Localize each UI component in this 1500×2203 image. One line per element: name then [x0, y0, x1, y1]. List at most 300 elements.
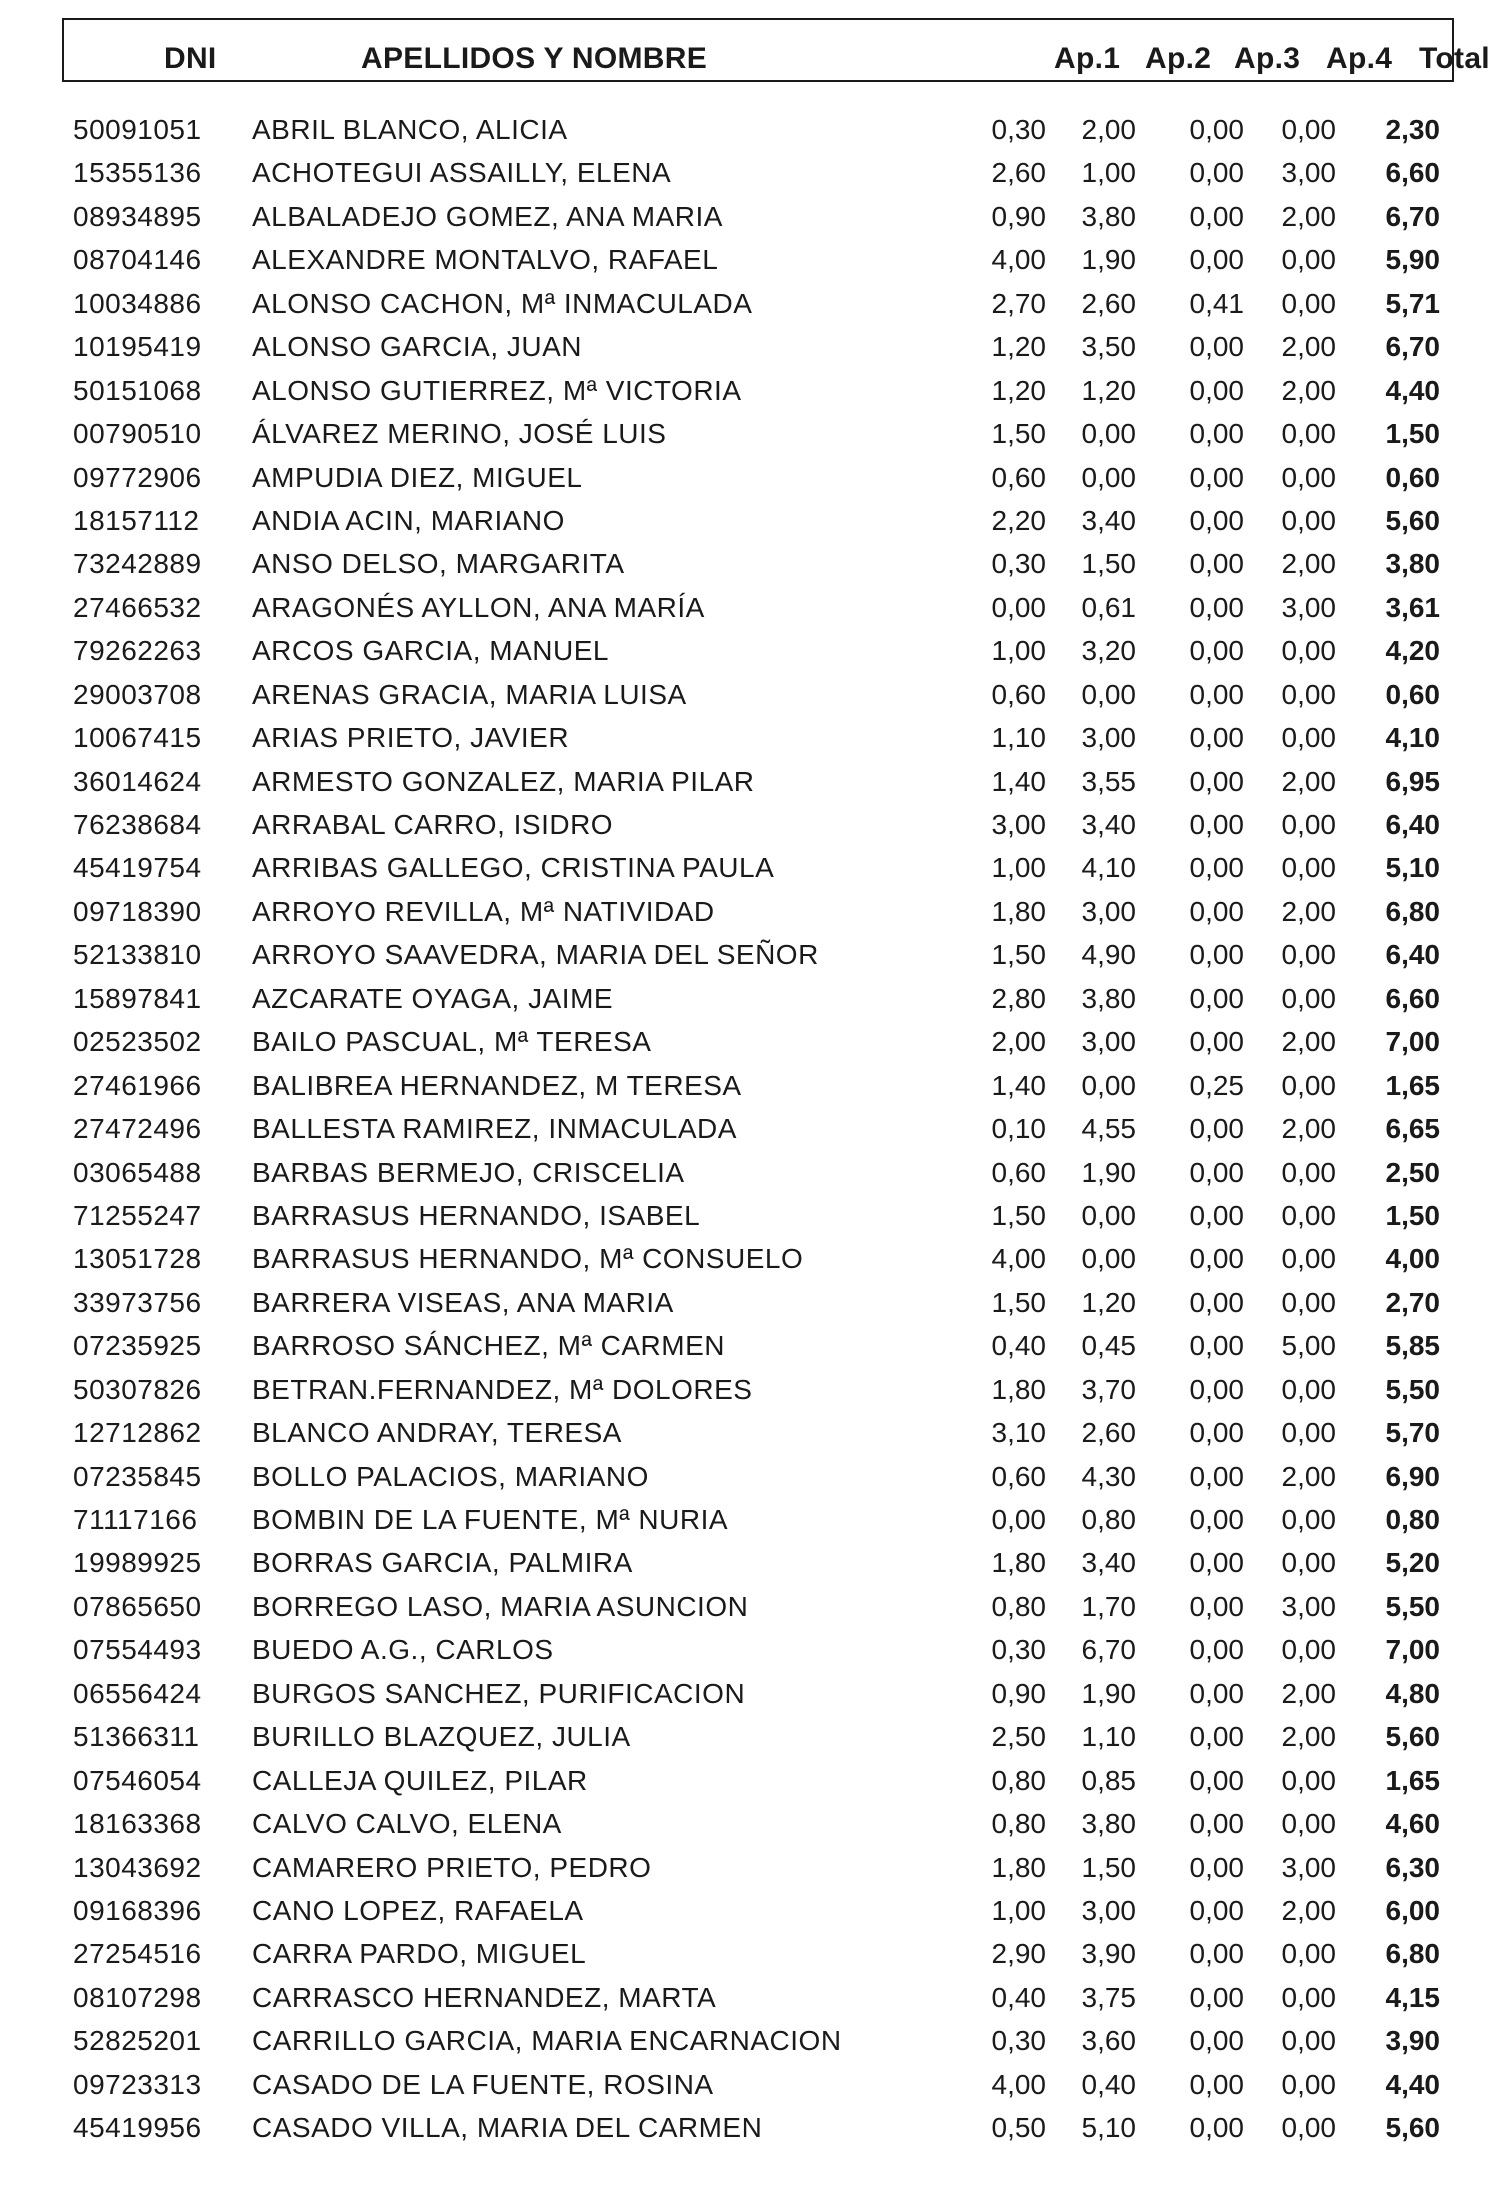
cell-ap3: 0,00 — [1189, 1243, 1244, 1275]
cell-name: ALBALADEJO GOMEZ, ANA MARIA — [252, 200, 723, 232]
cell-ap3: 0,00 — [1189, 1721, 1244, 1753]
table-header — [62, 18, 1490, 82]
cell-ap4: 0,00 — [1281, 504, 1336, 536]
table-row — [0, 412, 1500, 455]
cell-ap4: 2,00 — [1281, 200, 1336, 232]
cell-dni: 27254516 — [73, 1938, 202, 1970]
cell-ap1: 0,40 — [991, 1330, 1046, 1362]
cell-name: ARCOS GARCIA, MANUEL — [252, 635, 609, 667]
cell-ap2: 0,40 — [1081, 2068, 1136, 2100]
cell-ap1: 2,70 — [991, 287, 1046, 319]
cell-ap4: 2,00 — [1281, 1460, 1336, 1492]
cell-ap4: 0,00 — [1281, 2068, 1336, 2100]
cell-total: 4,60 — [1385, 1808, 1440, 1840]
cell-ap3: 0,00 — [1189, 157, 1244, 189]
table-row — [0, 1498, 1500, 1541]
cell-ap3: 0,00 — [1189, 1634, 1244, 1666]
header-name: APELLIDOS Y NOMBRE — [361, 42, 708, 75]
cell-ap1: 1,20 — [991, 374, 1046, 406]
cell-dni: 07865650 — [73, 1590, 202, 1622]
cell-dni: 36014624 — [73, 765, 202, 797]
cell-total: 4,80 — [1385, 1677, 1440, 1709]
cell-ap4: 2,00 — [1281, 548, 1336, 580]
cell-total: 0,60 — [1385, 678, 1440, 710]
cell-ap4: 0,00 — [1281, 1634, 1336, 1666]
cell-ap4: 0,00 — [1281, 635, 1336, 667]
cell-ap3: 0,00 — [1189, 852, 1244, 884]
cell-dni: 50307826 — [73, 1373, 202, 1405]
table-row — [0, 1281, 1500, 1324]
cell-total: 6,90 — [1385, 1460, 1440, 1492]
cell-ap1: 0,50 — [991, 2112, 1046, 2144]
table-row — [0, 108, 1500, 151]
cell-ap1: 0,10 — [991, 1113, 1046, 1145]
cell-name: BORREGO LASO, MARIA ASUNCION — [252, 1590, 749, 1622]
cell-dni: 10195419 — [73, 331, 202, 363]
cell-ap2: 4,55 — [1081, 1113, 1136, 1145]
cell-ap1: 2,00 — [991, 1026, 1046, 1058]
table-row — [0, 933, 1500, 976]
cell-ap2: 3,80 — [1081, 1808, 1136, 1840]
cell-ap3: 0,00 — [1189, 1677, 1244, 1709]
cell-total: 3,90 — [1385, 2025, 1440, 2057]
cell-dni: 02523502 — [73, 1026, 202, 1058]
cell-ap2: 3,90 — [1081, 1938, 1136, 1970]
cell-name: ACHOTEGUI ASSAILLY, ELENA — [252, 157, 672, 189]
cell-ap2: 4,30 — [1081, 1460, 1136, 1492]
table-row — [0, 1151, 1500, 1194]
cell-dni: 18163368 — [73, 1808, 202, 1840]
cell-dni: 79262263 — [73, 635, 202, 667]
table-row — [0, 1628, 1500, 1671]
cell-dni: 27466532 — [73, 591, 202, 623]
cell-ap3: 0,41 — [1189, 287, 1244, 319]
cell-ap1: 0,80 — [991, 1590, 1046, 1622]
cell-ap2: 0,00 — [1081, 678, 1136, 710]
cell-ap1: 0,40 — [991, 1981, 1046, 2013]
cell-ap3: 0,00 — [1189, 418, 1244, 450]
cell-ap3: 0,00 — [1189, 1981, 1244, 2013]
table-row — [0, 977, 1500, 1020]
cell-total: 6,80 — [1385, 895, 1440, 927]
cell-ap2: 1,20 — [1081, 1286, 1136, 1318]
cell-ap1: 0,80 — [991, 1764, 1046, 1796]
cell-ap2: 0,61 — [1081, 591, 1136, 623]
cell-ap3: 0,00 — [1189, 1547, 1244, 1579]
cell-total: 6,30 — [1385, 1851, 1440, 1883]
cell-name: ALEXANDRE MONTALVO, RAFAEL — [252, 244, 719, 276]
cell-ap2: 3,80 — [1081, 200, 1136, 232]
cell-ap4: 2,00 — [1281, 1721, 1336, 1753]
cell-dni: 09168396 — [73, 1894, 202, 1926]
cell-ap3: 0,00 — [1189, 200, 1244, 232]
cell-total: 2,50 — [1385, 1156, 1440, 1188]
cell-total: 6,70 — [1385, 331, 1440, 363]
cell-total: 6,70 — [1385, 200, 1440, 232]
cell-name: BOMBIN DE LA FUENTE, Mª NURIA — [252, 1504, 729, 1535]
cell-ap2: 1,90 — [1081, 1156, 1136, 1188]
cell-ap2: 4,90 — [1081, 939, 1136, 971]
cell-name: BORRAS GARCIA, PALMIRA — [252, 1547, 633, 1579]
cell-ap4: 0,00 — [1281, 244, 1336, 276]
cell-ap1: 1,50 — [991, 1199, 1046, 1231]
cell-name: ARIAS PRIETO, JAVIER — [252, 722, 570, 754]
cell-total: 5,20 — [1385, 1547, 1440, 1579]
cell-ap4: 0,00 — [1281, 1417, 1336, 1449]
cell-name: AMPUDIA DIEZ, MIGUEL — [252, 461, 583, 493]
cell-ap3: 0,00 — [1189, 1330, 1244, 1362]
cell-total: 3,61 — [1385, 591, 1440, 623]
cell-name: CASADO DE LA FUENTE, ROSINA — [252, 2068, 714, 2100]
cell-name: CARRILLO GARCIA, MARIA ENCARNACION — [252, 2025, 842, 2057]
cell-ap2: 3,55 — [1081, 765, 1136, 797]
cell-ap4: 2,00 — [1281, 1113, 1336, 1145]
cell-ap1: 2,50 — [991, 1721, 1046, 1753]
cell-ap3: 0,00 — [1189, 114, 1244, 145]
table-row — [0, 282, 1500, 325]
cell-ap1: 1,00 — [991, 1894, 1046, 1926]
cell-ap3: 0,00 — [1189, 1026, 1244, 1058]
table-row — [0, 325, 1500, 368]
cell-ap4: 0,00 — [1281, 852, 1336, 884]
cell-name: BURGOS SANCHEZ, PURIFICACION — [252, 1677, 746, 1709]
table-row — [0, 586, 1500, 629]
cell-name: CARRASCO HERNANDEZ, MARTA — [252, 1981, 717, 2013]
cell-ap4: 0,00 — [1281, 678, 1336, 710]
cell-ap3: 0,00 — [1189, 1894, 1244, 1926]
cell-total: 6,65 — [1385, 1113, 1440, 1145]
cell-ap1: 1,80 — [991, 895, 1046, 927]
cell-ap4: 0,00 — [1281, 982, 1336, 1014]
cell-ap4: 0,00 — [1281, 1547, 1336, 1579]
cell-dni: 76238684 — [73, 809, 202, 840]
cell-name: ALONSO GUTIERREZ, Mª VICTORIA — [252, 374, 742, 406]
cell-name: BARBAS BERMEJO, CRISCELIA — [252, 1156, 685, 1188]
table-row — [0, 1976, 1500, 2019]
cell-ap2: 0,00 — [1081, 461, 1136, 493]
cell-ap3: 0,00 — [1189, 1504, 1244, 1535]
cell-name: ARMESTO GONZALEZ, MARIA PILAR — [252, 765, 755, 797]
cell-ap1: 3,10 — [991, 1417, 1046, 1449]
cell-ap1: 3,00 — [991, 809, 1046, 840]
cell-dni: 10067415 — [73, 722, 202, 754]
cell-ap1: 0,60 — [991, 678, 1046, 710]
cell-ap2: 1,90 — [1081, 1677, 1136, 1709]
cell-ap1: 0,30 — [991, 2025, 1046, 2057]
table-row — [0, 1672, 1500, 1715]
cell-ap2: 3,00 — [1081, 1026, 1136, 1058]
cell-ap1: 0,00 — [991, 1504, 1046, 1535]
cell-total: 7,00 — [1385, 1026, 1440, 1058]
cell-ap3: 0,00 — [1189, 591, 1244, 623]
cell-ap2: 5,10 — [1081, 2112, 1136, 2144]
cell-total: 6,95 — [1385, 765, 1440, 797]
cell-ap1: 0,90 — [991, 200, 1046, 232]
header-ap2: Ap.2 — [1145, 42, 1212, 75]
cell-dni: 08704146 — [73, 244, 202, 276]
cell-ap2: 2,00 — [1081, 114, 1136, 145]
cell-ap2: 1,10 — [1081, 1721, 1136, 1753]
table-row — [0, 803, 1500, 846]
cell-total: 4,20 — [1385, 635, 1440, 667]
cell-ap4: 5,00 — [1281, 1330, 1336, 1362]
cell-name: BAILO PASCUAL, Mª TERESA — [252, 1026, 652, 1058]
cell-ap4: 0,00 — [1281, 809, 1336, 840]
cell-total: 2,30 — [1385, 114, 1440, 145]
cell-name: AZCARATE OYAGA, JAIME — [252, 982, 614, 1014]
cell-dni: 09723313 — [73, 2068, 202, 2100]
cell-dni: 10034886 — [73, 287, 202, 319]
cell-ap3: 0,00 — [1189, 765, 1244, 797]
cell-ap3: 0,00 — [1189, 1808, 1244, 1840]
cell-ap2: 0,00 — [1081, 1199, 1136, 1231]
cell-ap1: 1,80 — [991, 1851, 1046, 1883]
cell-ap2: 3,75 — [1081, 1981, 1136, 2013]
cell-ap2: 2,60 — [1081, 1417, 1136, 1449]
cell-ap1: 1,80 — [991, 1547, 1046, 1579]
cell-total: 6,40 — [1385, 939, 1440, 971]
cell-total: 5,60 — [1385, 1721, 1440, 1753]
table-body — [0, 108, 1500, 2150]
cell-total: 5,50 — [1385, 1373, 1440, 1405]
cell-ap1: 0,30 — [991, 114, 1046, 145]
table-row — [0, 1585, 1500, 1628]
cell-ap3: 0,00 — [1189, 722, 1244, 754]
cell-total: 6,60 — [1385, 982, 1440, 1014]
table-row — [0, 369, 1500, 412]
cell-ap1: 2,90 — [991, 1938, 1046, 1970]
cell-name: BURILLO BLAZQUEZ, JULIA — [252, 1721, 631, 1753]
cell-ap3: 0,00 — [1189, 982, 1244, 1014]
table-row — [0, 238, 1500, 281]
cell-total: 4,40 — [1385, 374, 1440, 406]
cell-ap4: 0,00 — [1281, 2112, 1336, 2144]
cell-dni: 07554493 — [73, 1634, 202, 1666]
cell-dni: 09718390 — [73, 895, 202, 927]
cell-ap1: 1,80 — [991, 1373, 1046, 1405]
cell-total: 6,80 — [1385, 1938, 1440, 1970]
cell-ap1: 2,80 — [991, 982, 1046, 1014]
table-row — [0, 890, 1500, 933]
cell-ap4: 0,00 — [1281, 1938, 1336, 1970]
cell-ap2: 3,40 — [1081, 504, 1136, 536]
cell-ap4: 0,00 — [1281, 114, 1336, 145]
cell-ap1: 1,40 — [991, 1069, 1046, 1101]
cell-total: 1,65 — [1385, 1069, 1440, 1101]
cell-dni: 18157112 — [73, 504, 200, 536]
cell-dni: 52133810 — [73, 939, 202, 971]
cell-total: 4,00 — [1385, 1243, 1440, 1275]
cell-ap2: 0,00 — [1081, 1243, 1136, 1275]
header-ap1: Ap.1 — [1054, 42, 1121, 75]
cell-ap2: 0,80 — [1081, 1504, 1136, 1535]
cell-ap3: 0,00 — [1189, 1156, 1244, 1188]
cell-name: ALONSO CACHON, Mª INMACULADA — [252, 287, 753, 319]
cell-ap3: 0,00 — [1189, 1417, 1244, 1449]
cell-dni: 15897841 — [73, 982, 202, 1014]
cell-ap2: 3,50 — [1081, 331, 1136, 363]
cell-ap4: 0,00 — [1281, 1808, 1336, 1840]
cell-dni: 51366311 — [73, 1721, 200, 1753]
cell-total: 5,90 — [1385, 244, 1440, 276]
cell-name: BUEDO A.G., CARLOS — [252, 1634, 554, 1666]
cell-ap4: 3,00 — [1281, 591, 1336, 623]
cell-ap4: 0,00 — [1281, 418, 1336, 450]
table-row — [0, 1759, 1500, 1802]
cell-ap4: 2,00 — [1281, 1677, 1336, 1709]
cell-total: 5,70 — [1385, 1417, 1440, 1449]
cell-ap3: 0,00 — [1189, 1764, 1244, 1796]
cell-ap1: 0,30 — [991, 1634, 1046, 1666]
cell-ap1: 4,00 — [991, 244, 1046, 276]
table-row — [0, 1064, 1500, 1107]
cell-name: ARRABAL CARRO, ISIDRO — [252, 809, 614, 840]
cell-ap2: 6,70 — [1081, 1634, 1136, 1666]
cell-ap2: 3,40 — [1081, 1547, 1136, 1579]
cell-ap3: 0,00 — [1189, 1373, 1244, 1405]
table-row — [0, 1237, 1500, 1280]
cell-dni: 45419754 — [73, 852, 202, 884]
cell-name: CALVO CALVO, ELENA — [252, 1808, 562, 1840]
cell-ap4: 0,00 — [1281, 1069, 1336, 1101]
cell-total: 1,65 — [1385, 1764, 1440, 1796]
cell-ap4: 2,00 — [1281, 331, 1336, 363]
cell-dni: 71255247 — [73, 1199, 202, 1231]
table-row — [0, 1455, 1500, 1498]
cell-name: CASADO VILLA, MARIA DEL CARMEN — [252, 2112, 763, 2144]
cell-name: BARROSO SÁNCHEZ, Mª CARMEN — [252, 1330, 725, 1362]
cell-dni: 50151068 — [73, 374, 202, 406]
cell-ap3: 0,00 — [1189, 678, 1244, 710]
cell-name: CALLEJA QUILEZ, PILAR — [252, 1764, 588, 1796]
cell-ap1: 0,00 — [991, 591, 1046, 623]
cell-dni: 19989925 — [73, 1547, 202, 1579]
cell-dni: 29003708 — [73, 678, 202, 710]
cell-ap1: 1,10 — [991, 722, 1046, 754]
cell-ap4: 3,00 — [1281, 157, 1336, 189]
cell-name: ARENAS GRACIA, MARIA LUISA — [252, 678, 687, 710]
cell-ap4: 0,00 — [1281, 1286, 1336, 1318]
cell-ap4: 0,00 — [1281, 2025, 1336, 2057]
cell-ap1: 1,50 — [991, 418, 1046, 450]
cell-ap4: 0,00 — [1281, 1373, 1336, 1405]
cell-ap2: 1,90 — [1081, 244, 1136, 276]
cell-ap3: 0,00 — [1189, 548, 1244, 580]
cell-name: BALLESTA RAMIREZ, INMACULADA — [252, 1113, 737, 1145]
table-row — [0, 456, 1500, 499]
header-ap3: Ap.3 — [1234, 42, 1301, 75]
cell-ap2: 3,00 — [1081, 1894, 1136, 1926]
cell-ap1: 1,50 — [991, 939, 1046, 971]
cell-ap2: 3,20 — [1081, 635, 1136, 667]
cell-total: 5,60 — [1385, 504, 1440, 536]
cell-total: 1,50 — [1385, 1199, 1440, 1231]
cell-dni: 07546054 — [73, 1764, 202, 1796]
cell-ap3: 0,00 — [1189, 2025, 1244, 2057]
table-row — [0, 1932, 1500, 1975]
table-row — [0, 1324, 1500, 1367]
cell-name: ARAGONÉS AYLLON, ANA MARÍA — [252, 591, 705, 623]
cell-ap4: 3,00 — [1281, 1851, 1336, 1883]
table-row — [0, 1107, 1500, 1150]
table-row — [0, 1889, 1500, 1932]
cell-total: 4,15 — [1385, 1981, 1440, 2013]
cell-ap3: 0,00 — [1189, 809, 1244, 840]
cell-name: ÁLVAREZ MERINO, JOSÉ LUIS — [252, 418, 667, 450]
cell-ap2: 0,85 — [1081, 1764, 1136, 1796]
cell-name: CARRA PARDO, MIGUEL — [252, 1938, 587, 1970]
cell-ap1: 0,60 — [991, 1156, 1046, 1188]
cell-ap2: 1,00 — [1081, 157, 1136, 189]
cell-ap4: 0,00 — [1281, 461, 1336, 493]
cell-dni: 52825201 — [73, 2025, 202, 2057]
cell-ap2: 3,60 — [1081, 2025, 1136, 2057]
cell-name: ARROYO REVILLA, Mª NATIVIDAD — [252, 895, 715, 927]
header-total: Total — [1419, 42, 1490, 75]
cell-ap4: 2,00 — [1281, 1894, 1336, 1926]
cell-ap2: 2,60 — [1081, 287, 1136, 319]
cell-ap1: 1,20 — [991, 331, 1046, 363]
cell-name: BALIBREA HERNANDEZ, M TERESA — [252, 1069, 742, 1101]
cell-name: CANO LOPEZ, RAFAELA — [252, 1894, 584, 1926]
cell-ap3: 0,00 — [1189, 1460, 1244, 1492]
cell-ap3: 0,00 — [1189, 504, 1244, 536]
cell-dni: 27472496 — [73, 1113, 202, 1145]
cell-ap4: 0,00 — [1281, 1764, 1336, 1796]
cell-name: ARRIBAS GALLEGO, CRISTINA PAULA — [252, 852, 775, 884]
cell-ap4: 0,00 — [1281, 1156, 1336, 1188]
table-row — [0, 673, 1500, 716]
cell-ap1: 1,40 — [991, 765, 1046, 797]
cell-ap3: 0,00 — [1189, 1113, 1244, 1145]
cell-ap2: 3,00 — [1081, 895, 1136, 927]
cell-total: 0,60 — [1385, 461, 1440, 493]
cell-total: 7,00 — [1385, 1634, 1440, 1666]
table-row — [0, 1411, 1500, 1454]
cell-total: 6,00 — [1385, 1894, 1440, 1926]
cell-dni: 08934895 — [73, 200, 202, 232]
table-row — [0, 1715, 1500, 1758]
cell-dni: 50091051 — [73, 114, 202, 145]
cell-ap2: 0,00 — [1081, 1069, 1136, 1101]
cell-ap3: 0,00 — [1189, 331, 1244, 363]
cell-name: BARRASUS HERNANDO, ISABEL — [252, 1199, 701, 1231]
cell-dni: 13051728 — [73, 1243, 202, 1275]
table-row — [0, 760, 1500, 803]
cell-dni: 09772906 — [73, 461, 202, 493]
table-row — [0, 1368, 1500, 1411]
table-row — [0, 2106, 1500, 2149]
table-row — [0, 846, 1500, 889]
cell-ap4: 0,00 — [1281, 1243, 1336, 1275]
cell-ap3: 0,25 — [1189, 1069, 1244, 1101]
cell-dni: 15355136 — [73, 157, 202, 189]
cell-dni: 00790510 — [73, 418, 202, 450]
cell-total: 6,40 — [1385, 809, 1440, 840]
cell-name: ANSO DELSO, MARGARITA — [252, 548, 625, 580]
cell-name: ARROYO SAAVEDRA, MARIA DEL SEÑOR — [252, 939, 819, 971]
header-ap4: Ap.4 — [1326, 42, 1393, 75]
cell-dni: 27461966 — [73, 1069, 202, 1101]
cell-total: 4,10 — [1385, 722, 1440, 754]
cell-dni: 03065488 — [73, 1156, 202, 1188]
cell-ap4: 2,00 — [1281, 765, 1336, 797]
cell-total: 0,80 — [1385, 1504, 1440, 1535]
cell-ap2: 1,70 — [1081, 1590, 1136, 1622]
table-row — [0, 151, 1500, 194]
cell-total: 5,50 — [1385, 1590, 1440, 1622]
cell-dni: 06556424 — [73, 1677, 202, 1709]
